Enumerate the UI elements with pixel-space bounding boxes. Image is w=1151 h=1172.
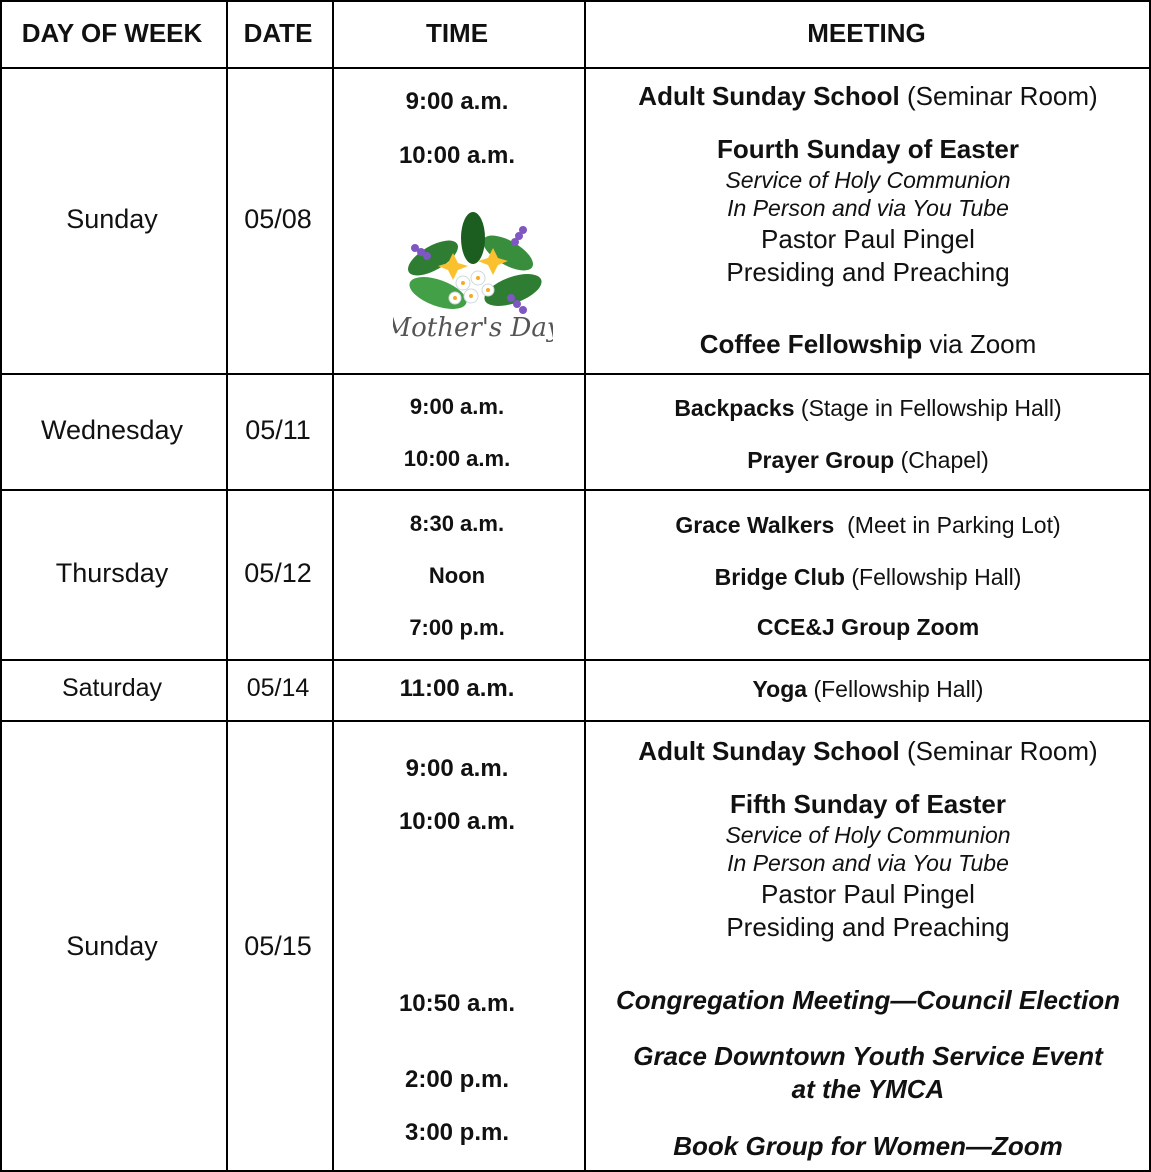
row3-date: 05/12 (244, 557, 312, 588)
row1-date: 05/08 (244, 203, 312, 234)
row4-time-1: 11:00 a.m. (399, 675, 515, 702)
header-time: TIME (425, 18, 489, 48)
row5-meeting-3: Congregation Meeting—Council Election (615, 985, 1121, 1015)
row1-day: Sunday (66, 203, 158, 234)
row1-time-2: 10:00 a.m. (398, 142, 516, 169)
row5-time-2: 10:00 a.m. (398, 808, 516, 835)
header-day: DAY OF WEEK (21, 18, 203, 48)
row3-meeting-1: Grace Walkers (Meet in Parking Lot) (675, 512, 1061, 538)
row1-meeting-3: Coffee Fellowship via Zoom (699, 329, 1037, 359)
row5-meeting-5: Book Group for Women—Zoom (673, 1131, 1063, 1161)
row1-meeting-1: Adult Sunday School (Seminar Room) (638, 81, 1098, 111)
row5-meeting-2: Fifth Sunday of Easter Service of Holy Communion In Person and via You Tube Pastor Paul Pingel Presiding and Preaching (725, 789, 1011, 942)
row3-time-2: Noon (428, 563, 486, 588)
row5-meeting-4: Grace Downtown Youth Service Event at the YMCA (633, 1041, 1103, 1104)
row1-meeting-2: Fourth Sunday of Easter Service of Holy Communion In Person and via You Tube Pastor Paul Pingel Presiding and Preaching (717, 134, 1019, 287)
row5-time-1: 9:00 a.m. (405, 755, 509, 782)
mothers-day-caption: Mother's Day (393, 313, 553, 343)
header-date: DATE (243, 18, 313, 48)
row2-meeting-2: Prayer Group (Chapel) (747, 447, 989, 473)
row3-time-1: 8:30 a.m. (409, 511, 505, 536)
row3-time-3: 7:00 p.m. (409, 615, 505, 640)
row5-meeting-1: Adult Sunday School (Seminar Room) (638, 736, 1098, 766)
row3-day: Thursday (55, 557, 169, 588)
row5-date: 05/15 (244, 930, 312, 961)
row2-time-2: 10:00 a.m. (403, 446, 511, 471)
header-meeting: MEETING (807, 18, 926, 48)
row5-time-3: 10:50 a.m. (398, 990, 516, 1017)
row4-meeting-1: Yoga (Fellowship Hall) (752, 676, 984, 702)
column-divider (584, 2, 586, 1170)
row5-time-4: 2:00 p.m. (404, 1066, 510, 1093)
row2-time-1: 9:00 a.m. (409, 394, 505, 419)
mothers-day-flower-image (393, 208, 553, 348)
row4-day: Saturday (61, 674, 163, 702)
column-divider (332, 2, 334, 1170)
row5-day: Sunday (66, 930, 158, 961)
row2-date: 05/11 (245, 414, 311, 445)
row3-meeting-2: Bridge Club (Fellowship Hall) (714, 564, 1022, 590)
row5-time-5: 3:00 p.m. (404, 1119, 510, 1146)
row2-meeting-1: Backpacks (Stage in Fellowship Hall) (674, 395, 1062, 421)
row2-day: Wednesday (40, 414, 184, 445)
row1-time-1: 9:00 a.m. (405, 88, 509, 115)
row4-date: 05/14 (246, 674, 310, 702)
row3-meeting-3: CCE&J Group Zoom (756, 614, 980, 640)
